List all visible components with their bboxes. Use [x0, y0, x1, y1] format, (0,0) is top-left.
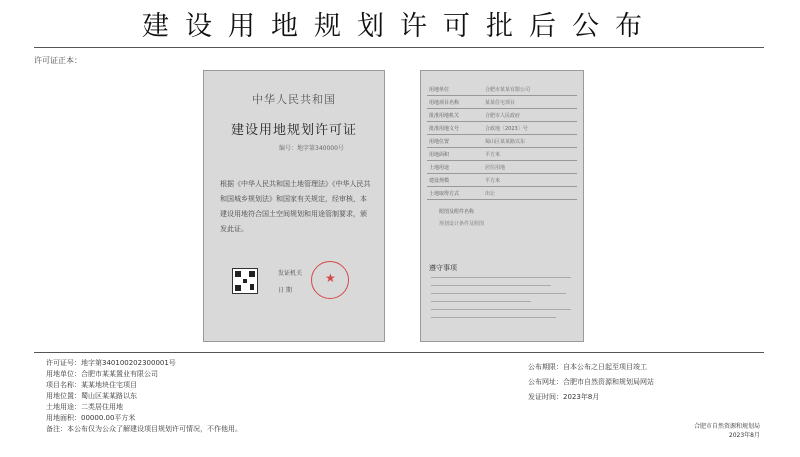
footer-date: 2023年8月	[728, 432, 760, 439]
section-label: 许可证正本：	[34, 56, 82, 65]
attachment-block: 附图及附件名称 规划设计条件及附图	[439, 209, 485, 227]
certificate-body: 根据《中华人民共和国土地管理法》《中华人民共和国城乡规划法》和国家有关规定，经审核，本建设用地符合国土空间规划和用途管制要求，颁发此证。	[220, 180, 371, 233]
certificate-back-table	[427, 83, 577, 240]
table-row: 用地位置 蜀山区某某路以东	[427, 135, 577, 148]
info-row: 发证时间：2023年8月	[528, 393, 600, 401]
info-row: 用地位置：蜀山区某某路以东	[46, 392, 137, 400]
table-row: 用地单位 合肥市某某有限公司	[427, 83, 577, 96]
qr-code-icon	[232, 268, 258, 294]
table-row: 土地取得方式 出让	[427, 187, 577, 200]
info-row: 用地单位：合肥市某某置业有限公司	[46, 370, 158, 378]
table-row: 用地项目名称 某某住宅项目	[427, 96, 577, 109]
footer-org: 合肥市自然资源和规划局	[693, 423, 760, 430]
page-title: 建设用地规划许可批后公布	[142, 11, 658, 42]
info-row: 用地面积：00000.00平方米	[46, 414, 136, 422]
info-row: 公布网址：合肥市自然资源和规划局网站	[528, 378, 654, 386]
certificate-name: 建设用地规划许可证	[230, 123, 357, 138]
issuing-authority-label: 发证机关	[278, 270, 303, 277]
info-row: 项目名称：某某地块住宅项目	[46, 381, 137, 389]
info-row: 土地用途：二类居住用地	[46, 403, 123, 411]
info-row: 公布期限：自本公布之日起至项目竣工	[528, 363, 647, 371]
title-divider	[34, 47, 764, 48]
info-right	[528, 362, 654, 403]
info-divider	[34, 352, 764, 353]
info-left	[46, 358, 176, 424]
footer-note: 备注：本公布仅为公众了解建设项目规划许可情况，不作他用。	[46, 425, 242, 433]
table-row: 批准用地机关 合肥市人民政府	[427, 109, 577, 122]
certificate-front-image	[203, 70, 385, 342]
table-row: 建设规模 平方米	[427, 174, 577, 187]
table-row: 土地用途 居住用地	[427, 161, 577, 174]
notes-title: 遵守事项	[429, 264, 457, 272]
footer-signature	[680, 422, 760, 440]
official-seal-icon: ★	[311, 261, 349, 299]
table-row: 用地面积 平方米	[427, 148, 577, 161]
certificate-number: 编号：地字第340000号	[279, 145, 344, 152]
notes-lines	[431, 277, 577, 325]
certificate-back-image	[420, 70, 584, 342]
info-row: 许可证号：地字第340100202300001号	[46, 359, 176, 367]
certificate-country: 中华人民共和国	[252, 93, 336, 106]
table-row: 批准用地文号 合政地〔2023〕号	[427, 122, 577, 135]
issue-date-label: 日 期	[278, 287, 292, 294]
